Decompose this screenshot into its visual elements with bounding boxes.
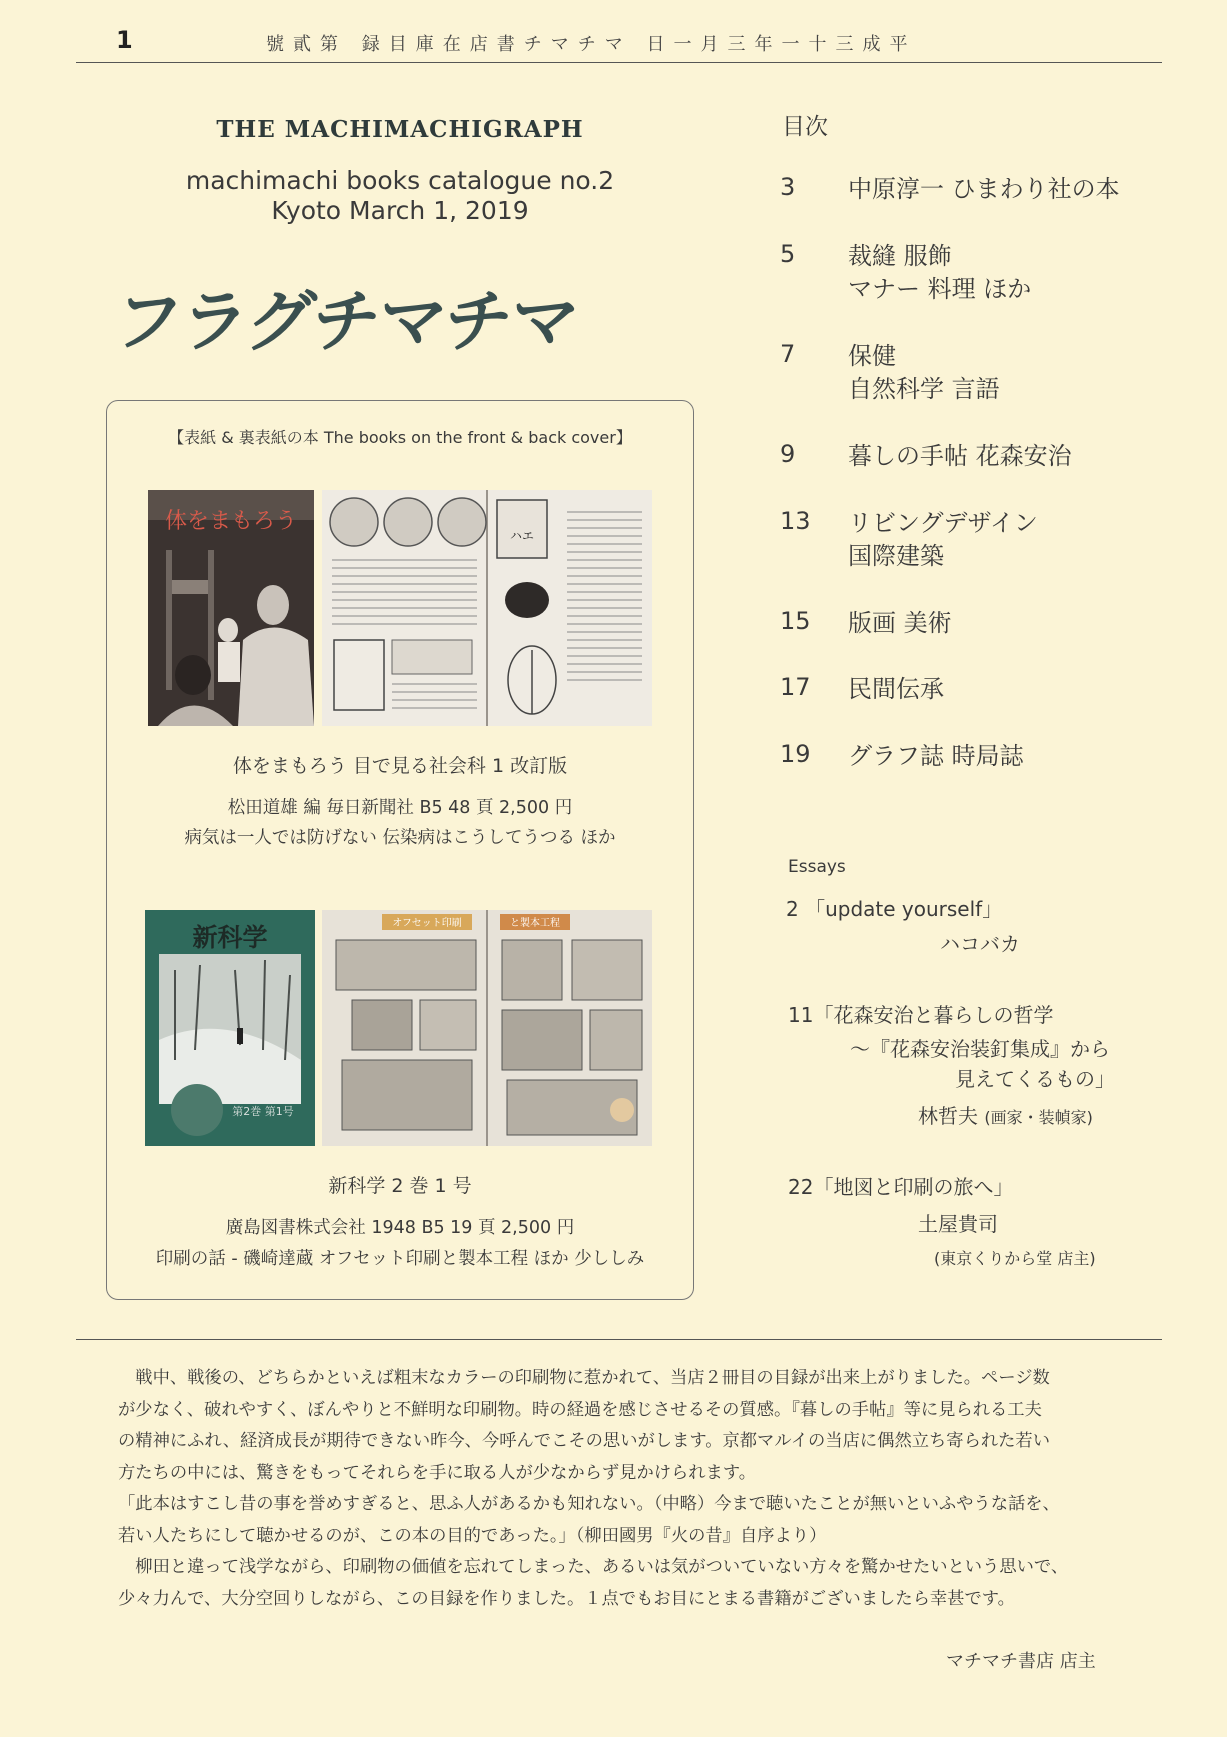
essay-title: 22「地図と印刷の旅へ」 [788, 1175, 1014, 1199]
toc-page: 13 [780, 507, 811, 535]
section-rule [76, 1339, 1162, 1340]
toc-line: 自然科学 言語 [848, 375, 1000, 403]
book-contents: 病気は一人では防げない 伝染病はこうしてうつる ほか [184, 828, 616, 848]
toc-page: 9 [780, 440, 796, 468]
intro-line: 「此本はすこし昔の事を誉めすぎると、思ふ人があるかも知れない。（中略）今まで聴いたことが無いといふやうな話を、 [118, 1494, 1060, 1514]
book-meta: 松田道雄 編 毎日新聞社 B5 48 頁 2,500 円 [227, 798, 573, 818]
toc-line: 保健 [848, 342, 896, 370]
intro-text [118, 1363, 1138, 1615]
toc-heading: 目次 [782, 114, 828, 140]
book-meta: 廣島図書株式会社 1948 B5 19 頁 2,500 円 [225, 1218, 575, 1238]
intro-line: 方たちの中には、驚きをもってそれらを手に取る人が少なからず見かけられます。 [118, 1462, 757, 1483]
intro-line: 柳田と違って浅学ながら、印刷物の価値を忘れてしまった、あるいは気がついていない方々を驚かせたいという思いで、 [135, 1557, 1069, 1577]
cover-books-header: 【表紙 & 裏表紙の本 The books on the front & back cover】 [168, 428, 632, 447]
intro-line: 戦中、戦後の、どちらかといえば粗末なカラーの印刷物に惹かれて、当店２冊目の目録が出来上がりました。ページ数 [135, 1368, 1050, 1388]
toc-page: 17 [780, 673, 811, 701]
toc-item [848, 340, 1000, 406]
essay-title: 11「花森安治と暮らしの哲学 [788, 1003, 1054, 1027]
toc-item [848, 507, 1038, 573]
toc-line: 暮しの手帖 花森安治 [848, 442, 1072, 470]
toc-line: リビングデザイン [848, 509, 1038, 537]
header-rule [76, 62, 1162, 63]
toc-item [848, 440, 1072, 473]
toc-page: 15 [780, 607, 811, 635]
book-cover-issue: 第2巻 第1号 [232, 1105, 294, 1118]
toc-item [848, 173, 1120, 206]
spread-label: オフセット印刷 [392, 918, 462, 929]
intro-line: 少々力んで、大分空回りしながら、この目録を作りました。１点でもお目にとまる書籍がございましたら幸甚です。 [118, 1588, 1015, 1609]
book-title: 新科学 2 巻 1 号 [328, 1175, 472, 1197]
toc-page: 19 [780, 740, 811, 768]
book-cover-title: 体をまもろう [164, 509, 298, 534]
essay-author-note: (画家・装幀家) [984, 1108, 1093, 1127]
intro-line: 若い人たちにして聴かせるのが、この本の目的であった。」（柳田國男『火の昔』自序より） [118, 1525, 827, 1546]
book-contents: 印刷の話 - 磯崎達蔵 オフセット印刷と製本工程 ほか 少ししみ [155, 1249, 645, 1269]
spread-label: ハエ [509, 529, 535, 543]
toc-line: 中原淳一 ひまわり社の本 [848, 175, 1120, 203]
toc-page: 7 [780, 340, 796, 368]
intro-line: が少なく、破れやすく、ぼんやりと不鮮明な印刷物。時の経過を感じさせるその質感。『暮しの手帖』等に見られる工夫 [118, 1399, 1042, 1420]
toc-page: 3 [780, 173, 796, 201]
running-head: 號貳第 録目庫在店書チマチマ 日一月三年一十三成平 [266, 34, 917, 55]
essay-title: 2 「update yourself」 [786, 897, 1003, 921]
toc-item [848, 607, 952, 640]
book-spread-image [322, 490, 652, 726]
essay-author-note: (東京くりから堂 店主) [934, 1249, 1096, 1268]
catalogue-line [160, 166, 640, 226]
book-cover-title: 新科学 [192, 923, 268, 952]
catalogue-number: machimachi books catalogue no.2 [185, 166, 615, 195]
toc-line: グラフ誌 時局誌 [848, 742, 1024, 770]
intro-line: の精神にふれ、経済成長が期待できない昨今、今呼んでこその思いがします。京都マルイの当店に偶然立ち寄られた若い [118, 1431, 1050, 1451]
toc-line: 国際建築 [848, 542, 944, 570]
toc-line: 版画 美術 [848, 609, 952, 637]
page-number: 1 [116, 26, 133, 54]
essay-author: 土屋貴司 [918, 1212, 998, 1236]
masthead-title: THE MACHIMACHIGRAPH [216, 116, 584, 143]
toc-item [848, 673, 944, 706]
essay-author [918, 1100, 1093, 1129]
essay-author-name: 林哲夫 [918, 1104, 978, 1128]
essay-title-line: 見えてくるもの」 [955, 1067, 1115, 1091]
toc-item [848, 240, 1031, 306]
book-cover-image [148, 490, 314, 726]
catalogue-date: Kyoto March 1, 2019 [271, 196, 529, 225]
essay-author: ハコバカ [940, 932, 1020, 956]
toc-line: 民間伝承 [848, 675, 944, 703]
essay-title-line: 〜『花森安治装釘集成』から [850, 1037, 1110, 1061]
book-spread-image [322, 910, 652, 1146]
toc-line: マナー 料理 ほか [848, 275, 1032, 303]
signature: マチマチ書店 店主 [946, 1651, 1096, 1672]
logo: フラグチマチマ [110, 282, 581, 362]
spread-label: と製本工程 [510, 918, 560, 929]
essays-heading: Essays [788, 857, 846, 877]
book-cover-image [145, 910, 315, 1146]
toc-page: 5 [780, 240, 796, 268]
toc-line: 裁縫 服飾 [848, 242, 952, 270]
book-title: 体をまもろう 目で見る社会科 1 改訂版 [232, 755, 568, 777]
toc-item [848, 740, 1024, 773]
